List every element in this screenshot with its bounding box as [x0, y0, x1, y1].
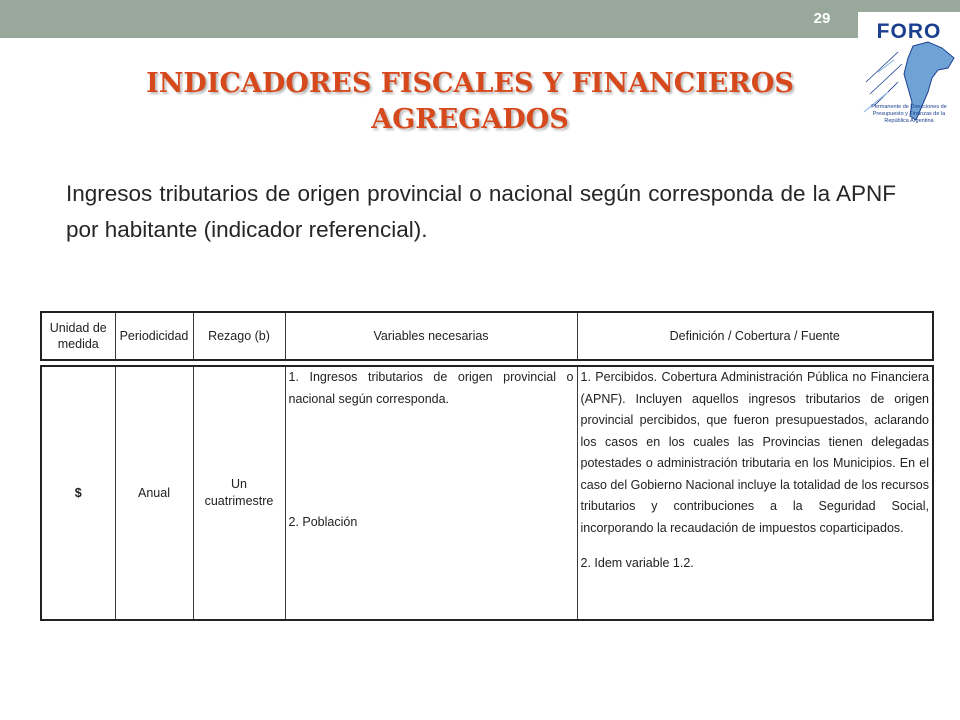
header-definicion: Definición / Cobertura / Fuente [577, 312, 933, 360]
header-rezago: Rezago (b) [193, 312, 285, 360]
logo-word: FORO [876, 20, 942, 43]
header-periodicidad: Periodicidad [115, 312, 193, 360]
table-body [40, 365, 934, 621]
foro-logo [858, 12, 960, 128]
cell-rezago: Un cuatrimestre [193, 366, 285, 620]
variable-1: 1. Ingresos tributarios de origen provincial o nacional según corresponda. [288, 370, 574, 406]
indicator-description: Ingresos tributarios de origen provincial o nacional según corresponda de la APNF por habitante (indicador referencial). [66, 181, 896, 242]
header-row [41, 312, 933, 360]
cell-periodicidad: Anual [115, 366, 193, 620]
page-number: 29 [798, 0, 846, 38]
cell-unidad: $ [41, 366, 115, 620]
table-header [40, 311, 934, 361]
definicion-1: 1. Percibidos. Cobertura Administración Pública no Financiera (APNF). Incluyen aquellos ingresos tributarios de origen provincial percibidos, que fueron presupuestados, aclarando los casos en los cuales las Provincias tienen delegadas potestades o administración tributaria en los Municipios. En el caso del Gobierno Nacional incluye la totalidad de los recursos tributarios y contribuciones a la Seguridad Social, incorporando la recaudación de impuestos coparticipados. [580, 370, 929, 535]
cell-definicion [577, 366, 933, 620]
table-row [41, 366, 933, 620]
definicion-2: 2. Idem variable 1.2. [580, 556, 694, 570]
slide-title: INDICADORES FISCALES Y FINANCIEROS AGREGADOS [146, 68, 794, 135]
cell-variables [285, 366, 577, 620]
logo-subtitle: Permanente de Direcciones de Presupuesto y Finanzas de la República Argentina [871, 104, 947, 124]
header-variables: Variables necesarias [285, 312, 577, 360]
variable-2: 2. Población [288, 515, 358, 529]
header-unidad: Unidad de medida [41, 312, 115, 360]
